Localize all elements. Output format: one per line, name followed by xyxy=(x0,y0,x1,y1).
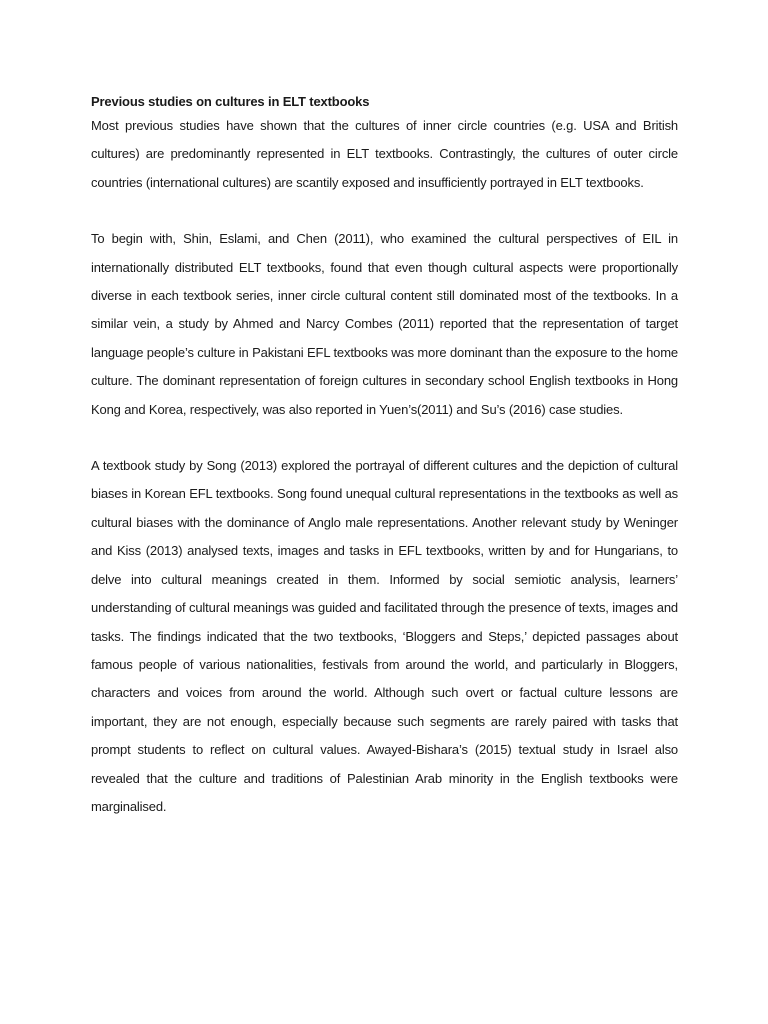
paragraph-1: Most previous studies have shown that the cultures of inner circle countries (e.g. USA and British cultures) are predominantly represented in ELT textbooks. Contrastingly, the cultures of outer circle countries (international cultures) are scantily exposed and insufficiently portrayed in ELT textbooks. xyxy=(91,118,678,190)
section-heading: Previous studies on cultures in ELT textbooks xyxy=(91,94,370,109)
document-body xyxy=(91,92,678,821)
paragraph-spacer xyxy=(91,424,678,452)
paragraph-3: A textbook study by Song (2013) explored the portrayal of different cultures and the depiction of cultural biases in Korean EFL textbooks. Song found unequal cultural representations in the textbooks as well as cultural biases with the dominance of Anglo male representations. Another relevant study by Weninger and Kiss (2013) analysed texts, images and tasks in EFL textbooks, written by and for Hungarians, to delve into cultural meanings created in them. Informed by social semiotic analysis, learners’ understanding of cultural meanings was guided and facilitated through the presence of texts, images and tasks. The findings indicated that the two textbooks, ‘Bloggers and Steps,’ depicted passages about famous people of various nationalities, festivals from around the world, and particularly in Bloggers, characters and voices from around the world. Although such overt or factual culture lessons are important, they are not enough, especially because such segments are rarely paired with tasks that prompt students to reflect on cultural values. Awayed-Bishara’s (2015) textual study in Israel also revealed that the culture and traditions of Palestinian Arab minority in the English textbooks were marginalised. xyxy=(91,458,678,814)
paragraph-spacer xyxy=(91,197,678,225)
paragraph-2: To begin with, Shin, Eslami, and Chen (2011), who examined the cultural perspectives of EIL in internationally distributed ELT textbooks, found that even though cultural aspects were proportionally diverse in each textbook series, inner circle cultural content still dominated most of the textbooks. In a similar vein, a study by Ahmed and Narcy Combes (2011) reported that the representation of target language people’s culture in Pakistani EFL textbooks was more dominant than the exposure to the home culture. The dominant representation of foreign cultures in secondary school English textbooks in Hong Kong and Korea, respectively, was also reported in Yuen’s(2011) and Su’s (2016) case studies. xyxy=(91,231,678,417)
